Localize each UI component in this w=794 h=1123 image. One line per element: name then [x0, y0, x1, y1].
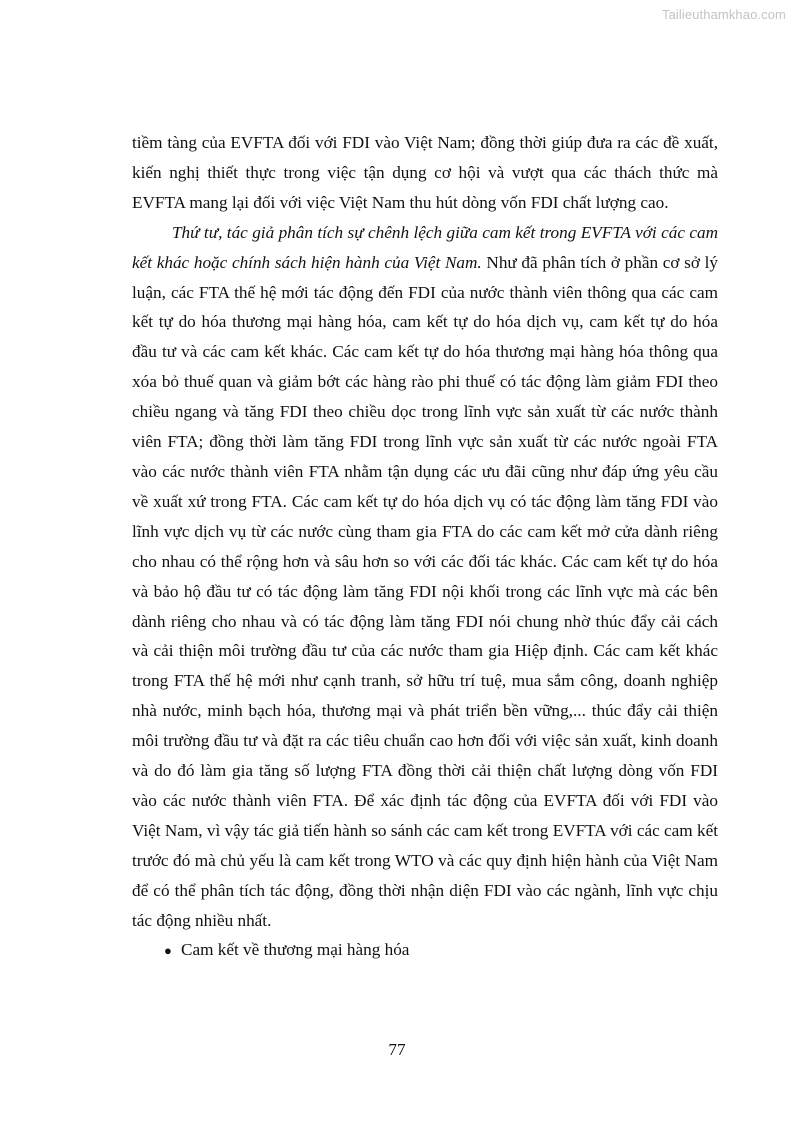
bullet-list-item	[132, 935, 718, 966]
page-number: 77	[388, 1040, 406, 1059]
paragraph-2-italic-lead: Thứ tư, tác giả phân tích sự chênh lệch giữa cam kết trong EVFTA với các cam kết khác hoặc chính sách hiện hành của Việt Nam.	[132, 222, 718, 272]
paragraph-2	[132, 218, 718, 936]
bullet-item-text: Cam kết về thương mại hàng hóa	[181, 940, 410, 960]
bullet-icon: ●	[164, 943, 172, 959]
paragraph-2-body: Như đã phân tích ở phần cơ sở lý luận, các FTA thế hệ mới tác động đến FDI của nước thành viên thông qua các cam kết tự do hóa thương mại hàng hóa, cam kết tự do hóa dịch vụ, cam kết tự do hóa đầu tư và các cam kết khác. Các cam kết tự do hóa thương mại hàng hóa thông qua xóa bỏ thuế quan và giảm bớt các hàng rào phi thuế có tác động làm giảm FDI theo chiều ngang và tăng FDI theo chiều dọc trong lĩnh vực sản xuất từ các nước thành viên FTA; đồng thời làm tăng FDI trong lĩnh vực sản xuất từ các nước ngoài FTA vào các nước thành viên FTA nhằm tận dụng các ưu đãi cũng như đáp ứng yêu cầu về xuất xứ trong FTA. Các cam kết tự do hóa dịch vụ có tác động làm tăng FDI vào lĩnh vực dịch vụ từ các nước cùng tham gia FTA do các cam kết mở cửa dành riêng cho nhau có thể rộng hơn và sâu hơn so với các đối tác khác. Các cam kết tự do hóa và bảo hộ đầu tư có tác động làm tăng FDI nội khối trong các lĩnh vực mà các bên dành riêng cho nhau và có tác động làm tăng FDI nói chung nhờ thúc đẩy cải cách và cải thiện môi trường đầu tư của các nước tham gia Hiệp định. Các cam kết khác trong FTA thế hệ mới như cạnh tranh, sở hữu trí tuệ, mua sắm công, doanh nghiệp nhà nước, minh bạch hóa, thương mại và phát triển bền vững,... thúc đẩy cải thiện môi trường đầu tư và đặt ra các tiêu chuẩn cao hơn đối với việc sản xuất, kinh doanh và do đó làm gia tăng số lượng FTA đồng thời cải thiện chất lượng dòng vốn FDI vào các nước thành viên FTA. Để xác định tác động của EVFTA đối với FDI vào Việt Nam, vì vậy tác giả tiến hành so sánh các cam kết trong EVFTA với các cam kết trước đó mà chủ yếu là cam kết trong WTO và các quy định hiện hành của Việt Nam để có thể phân tích tác động, đồng thời nhận diện FDI vào các ngành, lĩnh vực chịu tác động nhiều nhất.	[132, 252, 718, 930]
watermark: Tailieuthamkhao.com	[661, 7, 786, 22]
document-body	[132, 128, 718, 966]
paragraph-1: tiềm tàng của EVFTA đối với FDI vào Việt Nam; đồng thời giúp đưa ra các đề xuất, kiến nghị thiết thực trong việc tận dụng cơ hội và vượt qua các thách thức mà EVFTA mang lại đối với việc Việt Nam thu hút dòng vốn FDI chất lượng cao.	[132, 133, 718, 212]
